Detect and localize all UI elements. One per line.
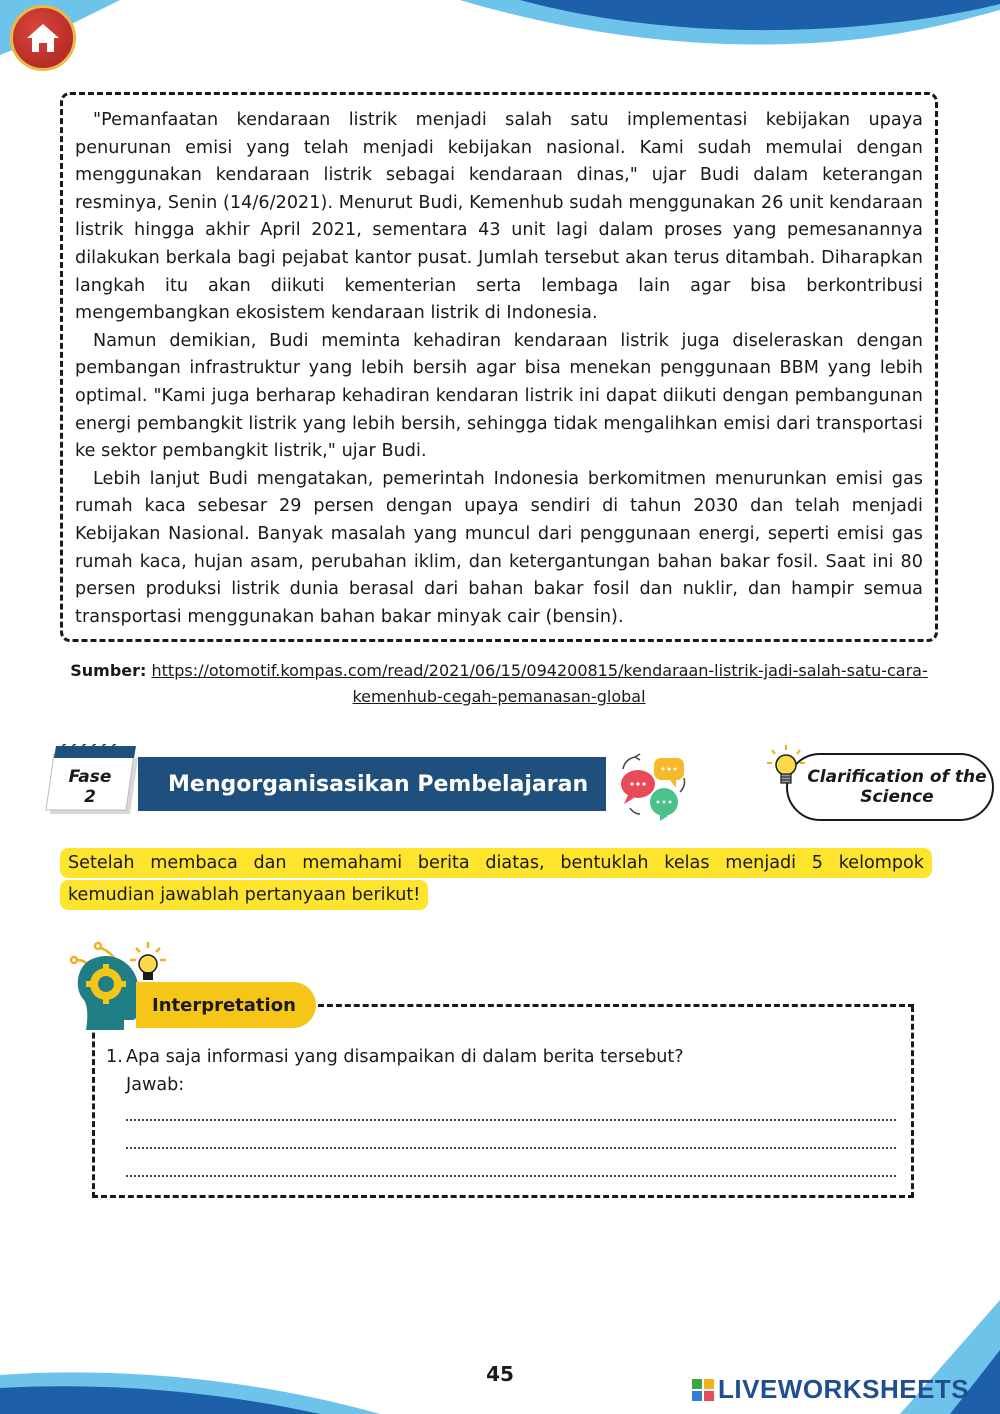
interpretation-label-pill — [136, 982, 316, 1028]
liveworksheets-logo[interactable] — [692, 1374, 969, 1405]
answer-line[interactable] — [126, 1175, 896, 1177]
clarification-line-1: Clarification of the — [807, 767, 987, 787]
liveworksheets-brand: LIVEWORKSHEETS — [718, 1374, 970, 1404]
clarification-text — [807, 767, 986, 807]
discussion-chat-icon — [616, 752, 690, 822]
interpretation-label: Interpretation — [152, 994, 296, 1016]
question-number: 1. — [106, 1047, 123, 1067]
instruction-line-2: kemudian jawablah pertanyaan berikut! — [60, 880, 428, 910]
liveworksheets-mark-icon — [692, 1379, 714, 1401]
article-box — [60, 92, 938, 642]
source-label: Sumber: — [70, 661, 147, 680]
phase-title: Mengorganisasikan Pembelajaran — [168, 771, 589, 797]
source-citation — [60, 658, 938, 710]
lightbulb-icon — [766, 744, 806, 792]
question-text: Apa saja informasi yang disampaikan di dalam berita tersebut? — [126, 1047, 684, 1067]
instruction-line-1: Setelah membaca dan memahami berita diatas, bentuklah kelas menjadi 5 kelompok — [60, 848, 932, 878]
question-1 — [106, 1043, 896, 1177]
article-paragraph: Namun demikian, Budi meminta kehadiran kendaraan listrik juga diseleraskan dengan pembangan infrastruktur yang lebih bersih agar bisa menekan penggunaan BBM yang lebih optimal. "Kami juga berharap kehadiran kendaran listrik ini dapat diikuti dengan pembangunan energi pembangkit listrik yang lebih bersih, sehingga tidak mengalihkan emisi dari transportasi ke sektor pembangkit listrik," ujar Budi. — [75, 330, 923, 462]
answer-line[interactable] — [126, 1147, 896, 1149]
phase-calendar-icon — [44, 744, 140, 816]
home-button[interactable] — [10, 5, 76, 71]
home-icon — [25, 21, 61, 55]
instruction — [60, 848, 934, 910]
answer-label: Jawab: — [126, 1075, 185, 1095]
page-number: 45 — [486, 1362, 514, 1386]
answer-line[interactable] — [126, 1119, 896, 1121]
source-link[interactable]: https://otomotif.kompas.com/read/2021/06/15/094200815/kendaraan-listrik-jadi-salah-satu-cara-kemenhub-cegah-pemanasan-global — [151, 661, 928, 706]
article-paragraph: "Pemanfaatan kendaraan listrik menjadi salah satu implementasi kebijakan upaya penurunan emisi yang telah menjadi kebijakan nasional. Kami sudah memulai dengan menggunakan kendaraan listrik sebagai kendaraan dinas," ujar Budi dalam keterangan resminya, Senin (14/6/2021). Menurut Budi, Kemenhub sudah menggunakan 26 unit kendaraan listrik hingga akhir April 2021, sementara 43 unit lagi dalam proses yang pemesanannya dilakukan berkala bagi pejabat kantor pusat. Jumlah tersebut akan terus ditambah. Diharapkan langkah itu akan diikuti kementerian serta lembaga lain agar bisa berkontribusi mengembangkan ekosistem kendaraan listrik di Indonesia. — [75, 110, 923, 324]
phase-tab-number: 2 — [84, 787, 96, 807]
phase-tab-label: Fase — [68, 767, 112, 787]
clarification-badge — [786, 753, 994, 821]
top-decorative-wave — [0, 0, 1000, 70]
article-paragraph: Lebih lanjut Budi mengatakan, pemerintah Indonesia berkomitmen menurunkan emisi gas rumah kaca sebesar 29 persen dengan upaya sendiri di tahun 2030 dan telah menjadi Kebijakan Nasional. Banyak masalah yang muncul dari penggunaan energi, seperti emisi gas rumah kaca, hujan asam, perubahan iklim, dan ketergantungan bahan bakar fosil. Saat ini 80 persen produksi listrik dunia berasal dari bahan bakar fosil dan nuklir, dan hampir semua transportasi menggunakan bahan bakar minyak cair (bensin). — [75, 468, 923, 627]
clarification-line-2: Science — [860, 787, 934, 807]
phase-title-bar — [138, 757, 606, 811]
